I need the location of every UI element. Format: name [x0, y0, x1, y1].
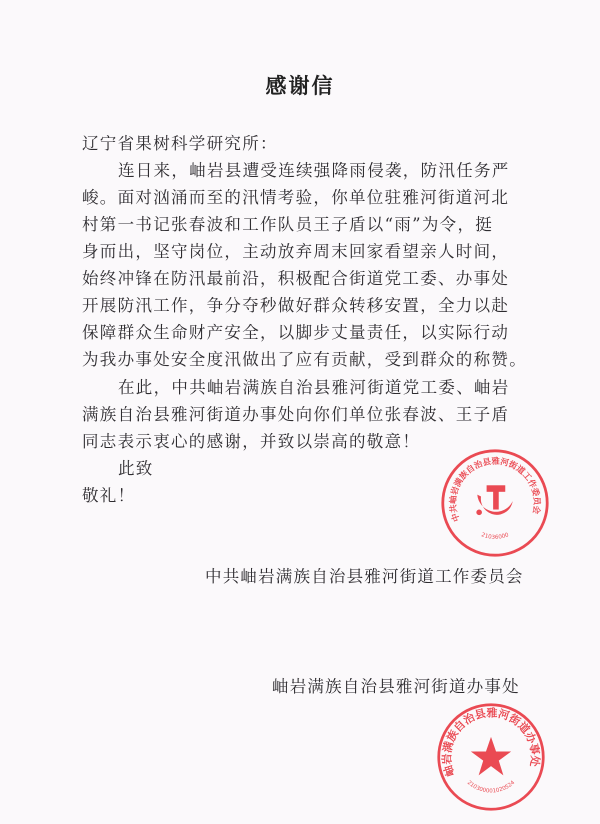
party-committee-seal: [440, 448, 550, 558]
signature-subdistrict-office: 岫岩满族自治县雅河街道办事处: [272, 677, 520, 696]
body-line: 始终冲锋在防汛最前沿，积极配合街道党工委、办事处: [82, 269, 510, 288]
body-line: 保障群众生命财产安全，以脚步丈量责任，以实际行动: [82, 323, 510, 342]
body-line: 开展防汛工作，争分夺秒做好群众转移安置，全力以赴: [82, 296, 510, 315]
svg-text:210300001020524: [466, 780, 517, 795]
body-line: 峻。面对汹涌而至的汛情考验，你单位驻雅河街道河北: [82, 188, 510, 207]
body-line: 身而出，坚守岗位，主动放弃周末回家看望亲人时间，: [82, 242, 510, 261]
body-line: 在此，中共岫岩满族自治县雅河街道党工委、岫岩: [118, 378, 510, 397]
seal-code: 210300001020524: [465, 779, 517, 795]
body-line: 满族自治县雅河街道办事处向你们单位张春波、王子盾: [82, 405, 510, 424]
svg-text:21036000: [480, 532, 510, 541]
seal-text: 岫岩满族自治县雅河街道办事处: [440, 706, 542, 779]
star-icon: [471, 737, 511, 776]
regards: 敬礼！: [82, 486, 136, 505]
hammer-sickle-icon: [476, 485, 512, 515]
letter-title: 感谢信: [265, 74, 335, 98]
closing: 此致: [118, 459, 154, 478]
signature-party-committee: 中共岫岩满族自治县雅河街道工作委员会: [205, 567, 524, 586]
seal-text: 中共岫岩满族自治县雅河街道工作委员会: [447, 455, 543, 524]
subdistrict-office-seal: [436, 702, 546, 812]
body-line: 为我办事处安全度汛做出了应有贡献，受到群众的称赞。: [82, 350, 527, 369]
body-line: 同志表示衷心的感谢，并致以崇高的敬意！: [82, 432, 421, 451]
body-line: 连日来，岫岩县遭受连续强降雨侵袭，防汛任务严: [118, 161, 510, 180]
salutation: 辽宁省果树科学研究所：: [82, 134, 278, 153]
seal-code: 21036000: [480, 532, 510, 541]
body-line: 村第一书记张春波和工作队员王子盾以“雨”为令，挺: [82, 215, 494, 234]
